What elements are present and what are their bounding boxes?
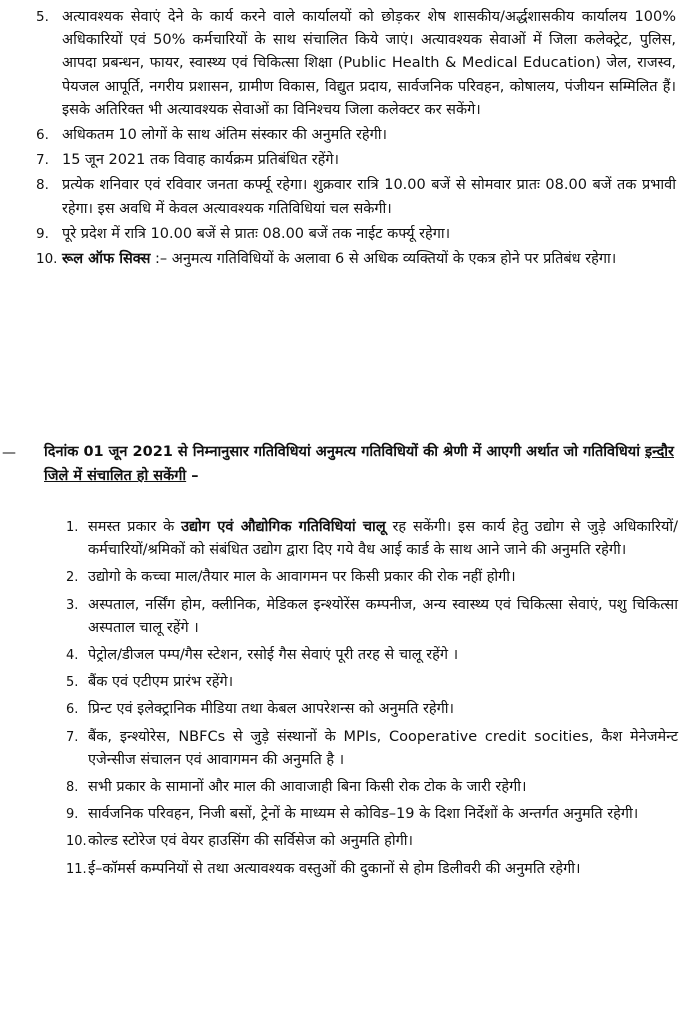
item-number: 11. — [66, 861, 87, 877]
list-item — [66, 594, 678, 640]
rule-of-six-label: रूल ऑफ सिक्स — [62, 251, 151, 268]
item-text: रह सकेंगी। इस कार्य हेतु उद्योग से जुड़े अधिकारियों/कर्मचारियों/श्रमिकों को संबंधित उद्योग द्वारा दिए गये वैध आई कार्ड के साथ आने जाने की अनुमति रहेगी। — [88, 519, 678, 559]
list-item — [66, 803, 678, 826]
item-number: 6. — [36, 127, 49, 144]
list-item — [36, 174, 676, 220]
item-number: 8. — [36, 177, 49, 194]
item-text: अत्यावश्यक सेवाएं देने के कार्य करने वाले कार्यालयों को छोड़कर शेष शासकीय/अर्द्धशासकीय कार्यालय 100% अधिकारियों एवं 50% कर्मचारियों के साथ संचालित किये जाएं। अत्यावश्यक सेवाओं में जिला कलेक्ट्रेट, पुलिस, आपदा प्रबन्धन, फायर, स्वास्थ्य एवं चिकित्सा शिक्षा (Public Health & Medical Education) जेल, राजस्व, पेयजल आपूर्ति, नगरीय प्रशासन, ग्रामीण विकास, विद्युत प्रदाय, सार्वजनिक परिवहन, कोषालय, पंजीयन सम्मिलित हैं। इसके अतिरिक्त भी अत्यावश्यक सेवाओं का विनिश्चय जिला कलेक्टर कर सकेंगे। — [62, 9, 676, 118]
item-text: सभी प्रकार के सामानों और माल की आवाजाही बिना किसी रोक टोक के जारी रहेगी। — [88, 779, 527, 796]
item-text: पूरे प्रदेश में रात्रि 10.00 बजें से प्रातः 08.00 बजें तक नाईट कर्फ्यू रहेगा। — [62, 225, 451, 242]
list-item — [36, 149, 676, 172]
item-number: 9. — [66, 807, 79, 823]
list-item — [66, 644, 678, 667]
list-item — [36, 124, 676, 147]
list-item — [36, 248, 676, 271]
list-item — [66, 776, 678, 799]
item-number: 5. — [36, 9, 49, 25]
list-item — [66, 698, 678, 721]
item-text: ई–कॉमर्स कम्पनियों से तथा अत्यावश्यक वस्तुओं की दुकानों से होम डिलीवरी की अनुमति रहेगी। — [88, 860, 581, 877]
list-item — [66, 671, 678, 694]
item-number: 7. — [36, 152, 49, 169]
item-number: 9. — [36, 225, 49, 242]
item-text: 15 जून 2021 तक विवाह कार्यक्रम प्रतिबंधित रहेंगे। — [62, 152, 340, 169]
list-item — [36, 223, 676, 246]
section-dash: — — [2, 445, 16, 461]
heading-text: दिनांक 01 जून 2021 से निम्नानुसार गतिविधियां अनुमत्य गतिविधियों की श्रेणी में आएगी अर्थात जो गतिविधियां — [44, 444, 645, 460]
permitted-activities-list — [66, 516, 678, 885]
item-text: समस्त प्रकार के — [88, 519, 182, 535]
item-bold-text: उद्योग एवं औद्योगिक गतिविधियां चालू — [181, 519, 386, 535]
section-heading — [44, 440, 674, 488]
list-item — [66, 726, 678, 772]
list-item — [66, 830, 678, 853]
item-text: पेट्रोल/डीजल पम्प/गैस स्टेशन, रसोई गैस सेवाएं पूरी तरह से चालू रहेंगे । — [88, 647, 459, 664]
item-text: अधिकतम 10 लोगों के साथ अंतिम संस्कार की अनुमति रहेगी। — [62, 127, 388, 144]
heading-suffix: – — [186, 468, 199, 484]
list-item — [66, 516, 678, 562]
item-number: 10. — [36, 251, 58, 268]
item-text: प्रत्येक शनिवार एवं रविवार जनता कर्फ्यू रहेगा। शुक्रवार रात्रि 10.00 बजें से सोमवार प्रातः 08.00 बजें तक प्रभावी रहेगा। इस अवधि में केवल अत्यावश्यक गतिविधियां चल सकेगी। — [62, 177, 676, 217]
item-text: :– अनुमत्य गतिविधियों के अलावा 6 से अधिक व्यक्तियों के एकत्र होने पर प्रतिबंध रहेगा। — [150, 251, 617, 268]
item-number: 8. — [66, 780, 79, 796]
item-number: 7. — [66, 729, 79, 745]
item-number: 1. — [66, 520, 79, 535]
item-text: बैंक, इन्श्योरेस, NBFCs से जुड़े संस्थानों के MPIs, Cooperative credit socities, कैश मेनेजमेन्ट एजेन्सीज संचालन एवं आवागमन की अनुमति है । — [88, 728, 678, 768]
list-item — [66, 566, 678, 589]
item-number: 10. — [66, 834, 87, 850]
restrictions-list — [36, 6, 676, 273]
item-text: अस्पताल, नर्सिंग होम, क्लीनिक, मेडिकल इन्श्योरेंस कम्पनीज, अन्य स्वास्थ्य एवं चिकित्सा सेवाएं, पशु चिकित्सा अस्पताल चालू रहेंगे । — [88, 596, 678, 636]
item-number: 4. — [66, 648, 79, 664]
item-text: बैंक एवं एटीएम प्रारंभ रहेंगे। — [88, 674, 234, 691]
item-number: 5. — [66, 675, 79, 691]
heading-underlined-text: इन्दौर जिले में संचालित हो सकेंगी — [44, 444, 674, 484]
item-text: उद्योगो के कच्चा माल/तैयार माल के आवागमन पर किसी प्रकार की रोक नहीं होगी। — [88, 569, 516, 586]
item-number: 6. — [66, 702, 79, 718]
list-item — [66, 858, 678, 881]
item-text: कोल्ड स्टोरेज एवं वेयर हाउसिंग की सर्विसेज को अनुमति होगी। — [88, 833, 414, 850]
item-number: 2. — [66, 570, 79, 586]
item-text: सार्वजनिक परिवहन, निजी बसों, ट्रेनों के माध्यम से कोविड–19 के दिशा निर्देशों के अन्तर्गत अनुमति रहेगी। — [88, 806, 639, 823]
item-text: प्रिन्ट एवं इलेक्ट्रानिक मीडिया तथा केबल आपरेशन्स को अनुमति रहेगी। — [88, 701, 454, 718]
item-number: 3. — [66, 597, 79, 613]
list-item — [36, 6, 676, 122]
